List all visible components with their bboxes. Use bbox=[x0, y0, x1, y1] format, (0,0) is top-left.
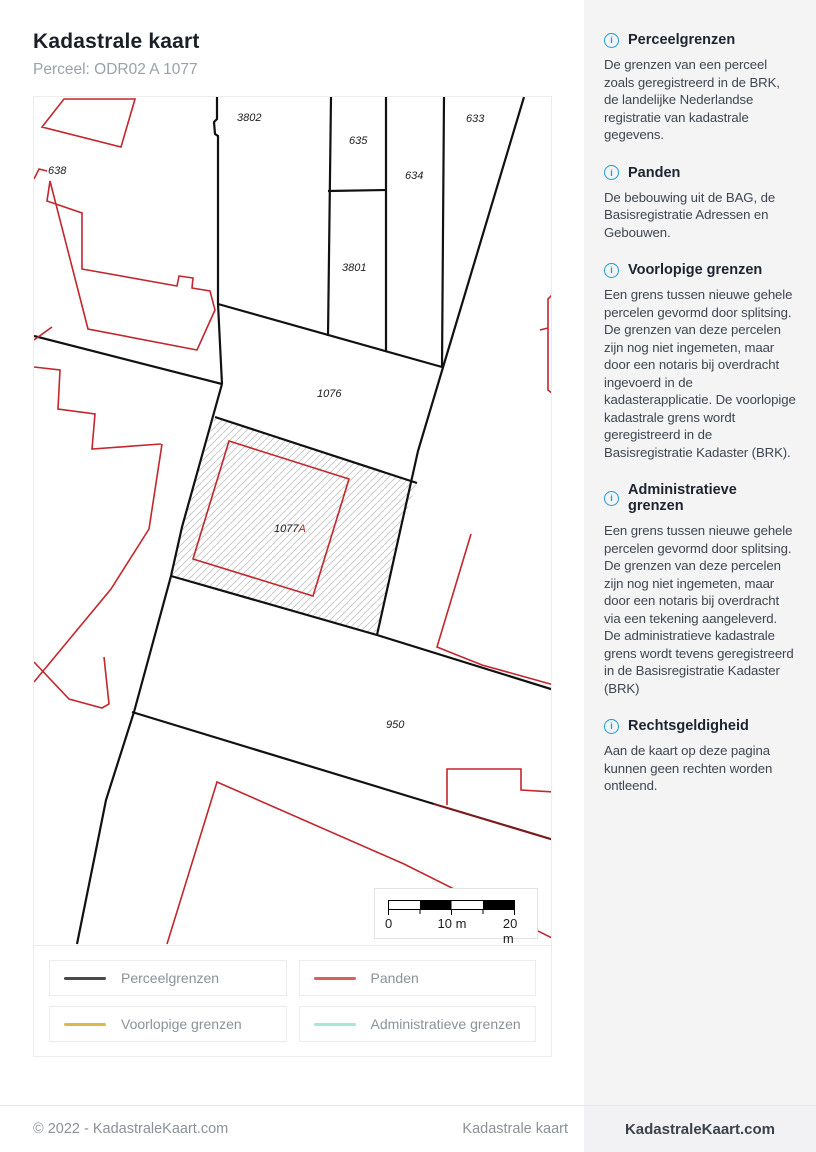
legend-item-panden bbox=[299, 960, 537, 996]
legend-label: Administratieve grenzen bbox=[370, 1016, 521, 1032]
footer-main bbox=[0, 1105, 584, 1152]
parcel-label: 3801 bbox=[342, 262, 367, 274]
parcel-label: 635 bbox=[349, 135, 368, 147]
section-text: Een grens tussen nieuwe gehele percelen gevormd door splitsing. De grenzen van deze percelen zijn nog niet ingemeten, maar door een notaris bij overdracht ingevoerd in de kadasterapplicatie. De voorlopige kadastrale grens wordt geregistreerd in de Basisregistratie Kadaster (BRK). bbox=[604, 287, 796, 460]
overlap-boundary bbox=[434, 804, 551, 840]
panden-line-swatch bbox=[314, 977, 356, 980]
info-icon: i bbox=[604, 165, 619, 180]
footer-page-name: Kadastrale kaart bbox=[462, 1121, 568, 1137]
legend-item-voorlopige-grenzen bbox=[49, 1006, 287, 1042]
scale-tick-0: 0 bbox=[385, 916, 393, 931]
sidebar-section-voorlopige-grenzen bbox=[604, 262, 796, 461]
parcel-label: 950 bbox=[386, 719, 405, 731]
footer bbox=[0, 1105, 816, 1152]
perceelgrenzen-line-swatch bbox=[64, 977, 106, 980]
parcel-subtitle: Perceel: ODR02 A 1077 bbox=[33, 61, 198, 78]
page-title: Kadastrale kaart bbox=[33, 30, 200, 53]
info-icon: i bbox=[604, 263, 619, 278]
info-icon: i bbox=[604, 491, 619, 506]
section-title: Administratieve grenzen bbox=[628, 482, 737, 514]
sidebar-section-perceelgrenzen bbox=[604, 32, 796, 144]
parcel-label: 634 bbox=[405, 170, 424, 182]
info-icon: i bbox=[604, 33, 619, 48]
section-text: De grenzen van een perceel zoals geregistreerd in de BRK, de landelijke Nederlandse registratie van kadastrale gegevens. bbox=[604, 57, 780, 142]
voorlopige-grenzen-line-swatch bbox=[64, 1023, 106, 1026]
section-text: Een grens tussen nieuwe gehele percelen gevormd door splitsing. De grenzen van deze percelen zijn nog niet ingemeten, maar door een notaris bij overdracht via een tekening aangeleverd. De administratieve kadastrale grens wordt tevens geregistreerd in de Basisregistratie Kadaster (BRK) bbox=[604, 523, 794, 696]
footer-brand-area bbox=[584, 1105, 816, 1152]
legend-label: Perceelgrenzen bbox=[121, 970, 220, 986]
sidebar-section-panden bbox=[604, 165, 796, 242]
cadastral-map bbox=[34, 97, 551, 946]
scale-bar bbox=[374, 888, 538, 946]
scale-tick-20: 20 m bbox=[502, 916, 518, 946]
scale-tick-10: 10 m bbox=[437, 916, 467, 931]
section-title: Voorlopige grenzen bbox=[628, 262, 763, 278]
legend-label: Voorlopige grenzen bbox=[121, 1016, 242, 1032]
scale-bar-graphic bbox=[388, 900, 526, 916]
parcel-label: 3802 bbox=[237, 112, 262, 124]
section-text: Aan de kaart op deze pagina kunnen geen rechten worden ontleend. bbox=[604, 743, 773, 793]
sidebar-section-administratieve-grenzen bbox=[604, 482, 796, 697]
legend-item-administratieve-grenzen bbox=[299, 1006, 537, 1042]
legend-item-perceelgrenzen bbox=[49, 960, 287, 996]
section-title: Rechtsgeldigheid bbox=[628, 718, 749, 734]
parcel-label: 633 bbox=[466, 113, 485, 125]
selected-parcel-label: 1077A bbox=[274, 523, 306, 535]
map-legend bbox=[34, 946, 551, 1056]
footer-brand-link[interactable]: KadastraleKaart.com bbox=[624, 1120, 776, 1138]
legend-label: Panden bbox=[370, 970, 419, 986]
section-title: Panden bbox=[628, 164, 681, 181]
section-title: Perceelgrenzen bbox=[628, 32, 736, 48]
footer-copyright: © 2022 - KadastraleKaart.com bbox=[33, 1121, 229, 1137]
administratieve-grenzen-line-swatch bbox=[314, 1023, 356, 1026]
map-panel bbox=[33, 96, 552, 1057]
section-text: De bebouwing uit de BAG, de Basisregistratie Adressen en Gebouwen. bbox=[604, 189, 776, 240]
parcel-label: 1076 bbox=[317, 388, 342, 400]
info-icon: i bbox=[604, 719, 619, 734]
sidebar-section-rechtsgeldigheid bbox=[604, 718, 796, 795]
map-canvas bbox=[34, 97, 551, 946]
info-sidebar bbox=[584, 0, 816, 1105]
parcel-label: 638 bbox=[48, 165, 67, 177]
